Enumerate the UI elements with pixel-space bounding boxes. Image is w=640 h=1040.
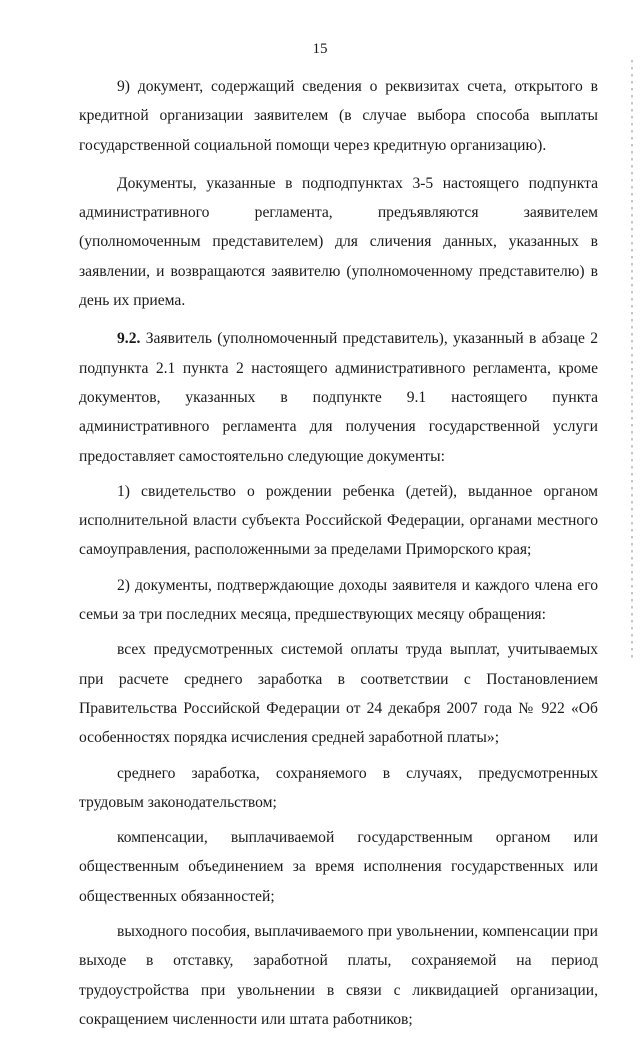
section-number: 9.2.	[117, 330, 141, 348]
paragraph-income-documents: 2) документы, подтверждающие доходы заявителя и каждого члена его семьи за три последних месяца, предшествующих месяцу обращения:	[79, 576, 598, 624]
paragraph-documents-presented: Документы, указанные в подподпунктах 3-5 настоящего подпункта административного регламента, предъявляются заявителем (уполномоченным представителем) для сличения данных, указанных в заявлении, и возвращаются заявителю (уполномоченному представителю) в день их приема.	[79, 174, 598, 310]
paragraph-compensation: компенсации, выплачиваемой государственным органом или общественным объединением за время исполнения государственных или общественных обязанностей;	[79, 829, 598, 905]
paragraph-item-9: 9) документ, содержащий сведения о реквизитах счета, открытого в кредитной организации заявителем (в случае выбора способа выплаты государственной социальной помощи через кредитную организацию).	[79, 78, 598, 154]
paragraph-average-earnings: среднего заработка, сохраняемого в случаях, предусмотренных трудовым законодательством;	[79, 764, 598, 811]
page-number: 15	[312, 41, 328, 57]
paragraph-salary-payments: всех предусмотренных системой оплаты труда выплат, учитываемых при расчете среднего заработка в соответствии с Постановлением Правительства Российской Федерации от 24 декабря 2007 года № 922 «Об особенностях порядка исчисления средней заработной платы»;	[79, 641, 598, 747]
paragraph-9-2	[79, 324, 598, 470]
paragraph-9-2-text: Заявитель (уполномоченный представитель), указанный в абзаце 2 подпункта 2.1 пункта 2 настоящего административного регламента, кроме документов, указанных в подпункте 9.1 настоящего пункта административного регламента для получения государственной услуги предоставляет самостоятельно следующие документы:	[79, 330, 598, 465]
paragraph-birth-certificate: 1) свидетельство о рождении ребенка (детей), выданное органом исполнительной власти субъекта Российской Федерации, органами местного самоуправления, расположенными за пределами Приморского края;	[79, 482, 598, 559]
scan-edge-artifact	[631, 60, 633, 660]
paragraph-severance: выходного пособия, выплачиваемого при увольнении, компенсации при выходе в отставку, заработной платы, сохраняемой на период трудоустройства при увольнении в связи с ликвидацией организации, сокращением численности или штата работников;	[79, 923, 598, 1028]
document-body	[79, 72, 598, 1040]
